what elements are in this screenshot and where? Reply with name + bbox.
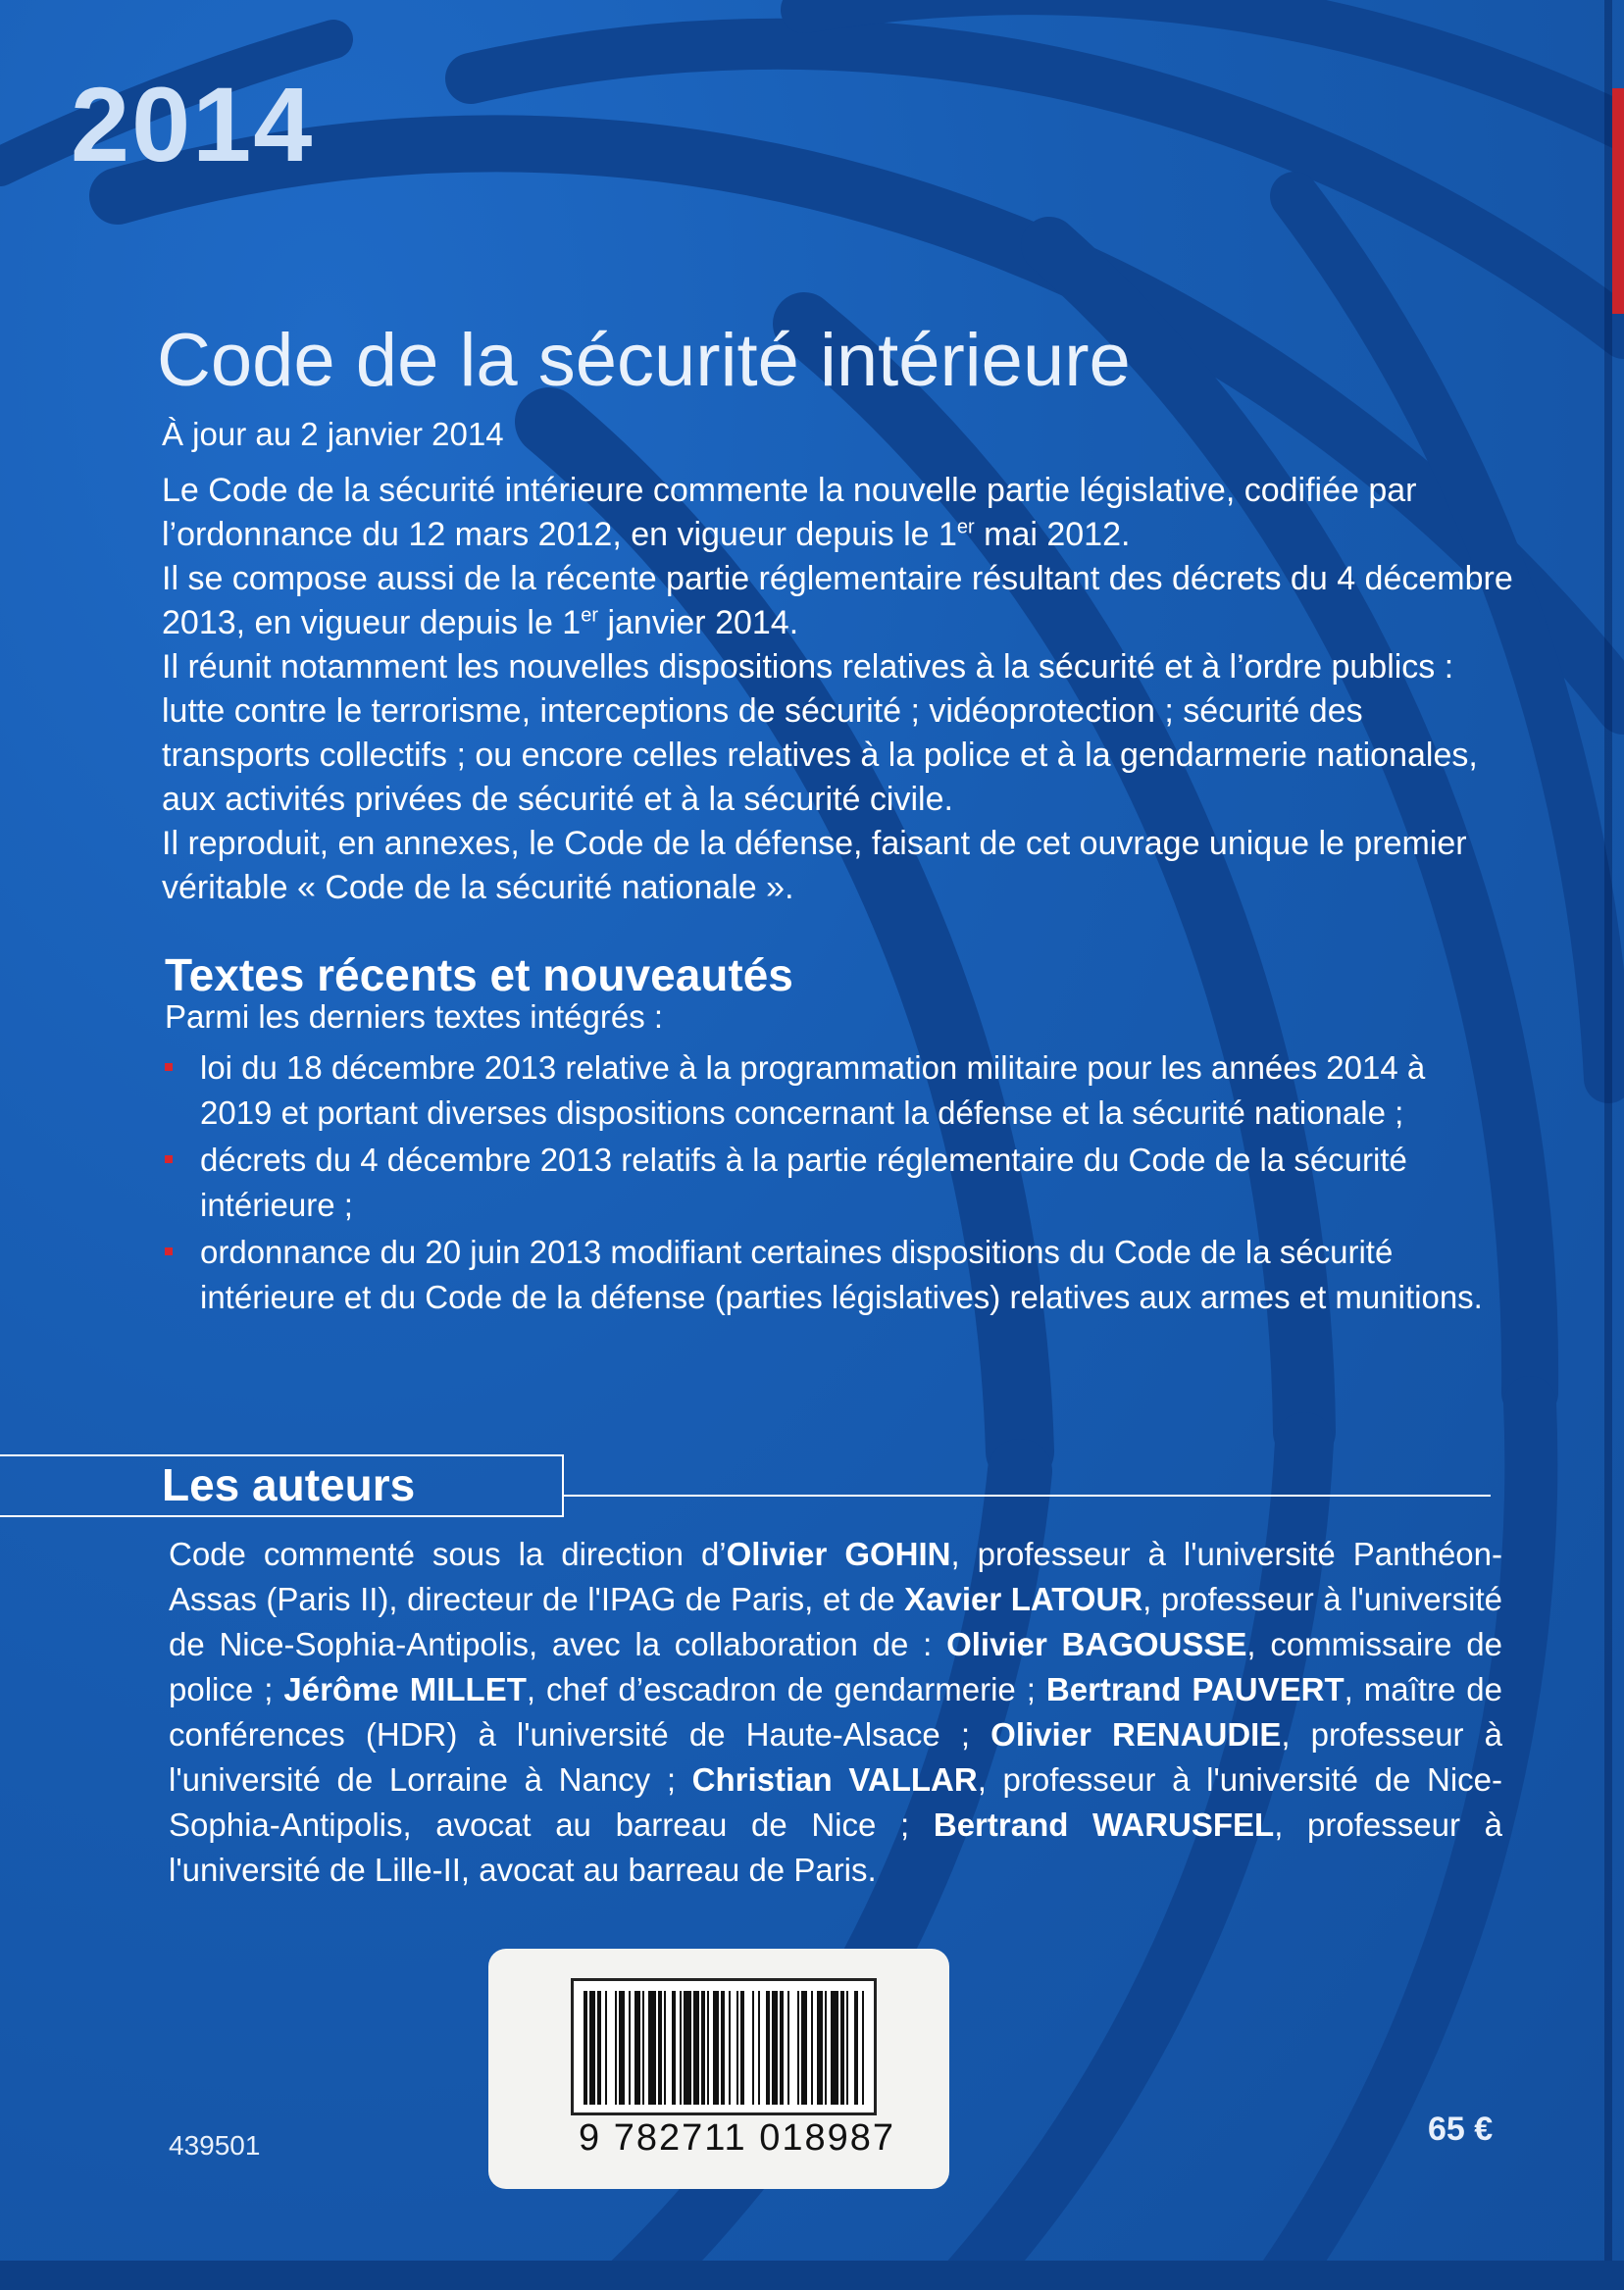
- barcode-bar: [584, 1991, 587, 2105]
- barcode-bar: [846, 1991, 848, 2105]
- barcode-bar: [658, 1991, 662, 2105]
- author-name: Jérôme MILLET: [283, 1671, 527, 1707]
- intro-paragraph-4: Il reproduit, en annexes, le Code de la défense, faisant de cet ouvrage unique le premier véritable « Code de la sécurité nationale ».: [162, 825, 1467, 906]
- barcode-bar: [801, 1991, 807, 2105]
- barcode-bar: [752, 1991, 754, 2105]
- intro-paragraph-2: Il se compose aussi de la récente partie réglementaire résultant des décrets du 4 décembre 2013, en vigueur depuis le 1er janvier 2014.: [162, 560, 1513, 641]
- list-item: loi du 18 décembre 2013 relative à la programmation militaire pour les années 2014 à 2019 et portant diverses dispositions concernant la défense et la sécurité nationale ;: [165, 1045, 1498, 1136]
- author-name: Bertrand PAUVERT: [1045, 1671, 1345, 1707]
- barcode-label: [488, 1949, 949, 2189]
- barcode-bar: [811, 1991, 813, 2105]
- edge-red-band: [1612, 88, 1624, 314]
- barcode-bar: [862, 1991, 864, 2105]
- price: 65 €: [1428, 2111, 1494, 2148]
- barcode-bar: [615, 1991, 617, 2105]
- barcode-bar: [664, 1991, 666, 2105]
- recent-texts-list: [165, 1045, 1498, 1322]
- author-name: Christian VALLAR: [691, 1761, 978, 1798]
- author-name: Olivier RENAUDIE: [990, 1716, 1282, 1753]
- barcode-bar: [648, 1991, 656, 2105]
- author-name: Olivier GOHIN: [726, 1536, 951, 1572]
- barcode-bar: [680, 1991, 682, 2105]
- barcode-icon: [578, 1985, 872, 2111]
- barcode-bar: [740, 1991, 744, 2105]
- barcode-bar: [684, 1991, 691, 2105]
- barcode-bar: [597, 1991, 601, 2105]
- edition-year: 2014: [71, 65, 315, 183]
- bullet-icon: [165, 1063, 173, 1071]
- barcode-bar: [642, 1991, 644, 2105]
- barcode-bar: [736, 1991, 738, 2105]
- list-item: ordonnance du 20 juin 2013 modifiant certaines dispositions du Code de la sécurité intérieure et du Code de la défense (parties législatives) relatives aux armes et munitions.: [165, 1230, 1498, 1320]
- barcode-bar: [589, 1991, 595, 2105]
- authors-heading: Les auteurs: [162, 1459, 416, 1510]
- barcode-bar: [634, 1991, 640, 2105]
- barcode-bar: [825, 1991, 827, 2105]
- intro-paragraph-1: Le Code de la sécurité intérieure commente la nouvelle partie législative, codifiée par l’ordonnance du 12 mars 2012, en vigueur depuis le 1er mai 2012.: [162, 472, 1417, 553]
- up-to-date-line: À jour au 2 janvier 2014: [162, 416, 504, 452]
- barcode: [571, 1978, 877, 2115]
- barcode-bar: [787, 1991, 789, 2105]
- barcode-bar: [693, 1991, 699, 2105]
- barcode-bar: [707, 1991, 709, 2105]
- barcode-bar: [713, 1991, 719, 2105]
- barcode-bar: [729, 1991, 731, 2105]
- barcode-bar: [772, 1991, 778, 2105]
- barcode-bar: [721, 1991, 725, 2105]
- barcode-bar: [797, 1991, 799, 2105]
- recent-texts-heading: Textes récents et nouveautés: [165, 949, 793, 1000]
- bullet-icon: [165, 1247, 173, 1255]
- recent-texts-intro: Parmi les derniers textes intégrés :: [165, 998, 664, 1035]
- barcode-bar: [701, 1991, 705, 2105]
- list-item: décrets du 4 décembre 2013 relatifs à la partie réglementaire du Code de la sécurité intérieure ;: [165, 1138, 1498, 1228]
- author-name: Xavier LATOUR: [904, 1581, 1143, 1617]
- arc-2: [471, 44, 1624, 333]
- barcode-bar: [672, 1991, 676, 2105]
- author-name: Olivier BAGOUSSE: [946, 1626, 1247, 1662]
- authors-divider: [564, 1495, 1491, 1497]
- authors-paragraph: Code commenté sous la direction d’Olivier GOHIN, professeur à l'université Panthéon-Assas (Paris II), directeur de l'IPAG de Paris, et de Xavier LATOUR, professeur à l'université de Nice-Sophia-Antipolis, avec la collaboration de : Olivier BAGOUSSE, commissaire de police ; Jérôme MILLET, chef d’escadron de gendarmerie ; Bertrand PAUVERT, maître de conférences (HDR) à l'université de Haute-Alsace ; Olivier RENAUDIE, professeur à l'université de Lorraine à Nancy ; Christian VALLAR, professeur à l'université de Nice-Sophia-Antipolis, avocat au barreau de Nice ; Bertrand WARUSFEL, professeur à l'université de Lille-II, avocat au barreau de Paris.: [169, 1536, 1503, 1888]
- intro-block: [162, 469, 1515, 910]
- barcode-bar: [780, 1991, 784, 2105]
- barcode-bar: [758, 1991, 760, 2105]
- isbn-number: 9 782711 018987: [579, 2117, 896, 2159]
- barcode-bar: [840, 1991, 844, 2105]
- barcode-bar: [817, 1991, 823, 2105]
- bottom-strip: [0, 2261, 1624, 2290]
- edge-shadow: [1604, 0, 1612, 2290]
- intro-paragraph-3: Il réunit notamment les nouvelles dispositions relatives à la sécurité et à l’ordre publics : lutte contre le terrorisme, interceptions de sécurité ; vidéoprotection ; sécurité des transports collectifs ; ou encore celles relatives à la police et à la gendarmerie nationales, aux activités privées de sécurité et à la sécurité civile.: [162, 648, 1478, 818]
- barcode-bar: [766, 1991, 770, 2105]
- author-name: Bertrand WARUSFEL: [933, 1807, 1275, 1843]
- bullet-icon: [165, 1155, 173, 1163]
- product-reference: 439501: [169, 2130, 261, 2161]
- barcode-bar: [605, 1991, 607, 2105]
- barcode-bar: [619, 1991, 625, 2105]
- barcode-bar: [831, 1991, 838, 2105]
- barcode-bar: [854, 1991, 858, 2105]
- barcode-bar: [629, 1991, 631, 2105]
- book-title: Code de la sécurité intérieure: [157, 319, 1131, 402]
